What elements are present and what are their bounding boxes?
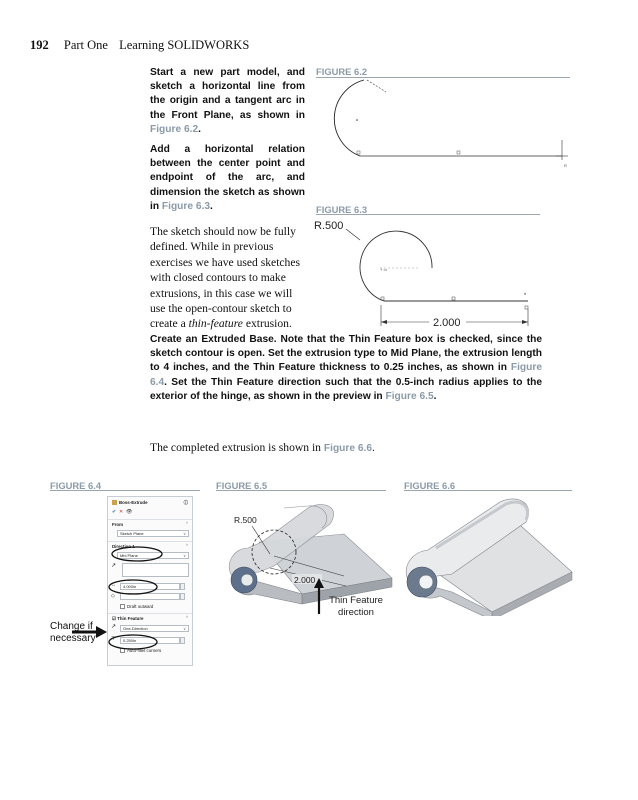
radius-dimension: R.500 bbox=[234, 515, 257, 525]
figure-6-3-sketch bbox=[310, 215, 540, 330]
preview-icon[interactable]: 👁 bbox=[125, 509, 133, 515]
direction-header[interactable]: Direction 1 bbox=[112, 544, 135, 549]
separator bbox=[108, 541, 192, 542]
length-dimension: 2.000 bbox=[294, 575, 316, 585]
figure-6-6-label: FIGURE 6.6 bbox=[404, 480, 456, 491]
book-title: Learning SOLIDWORKS bbox=[119, 38, 250, 52]
extrude-icon bbox=[112, 500, 117, 505]
figure-ref[interactable]: Figure 6.6 bbox=[323, 443, 373, 454]
pm-actions bbox=[112, 509, 188, 515]
direction-arrow-icon[interactable]: ↗ bbox=[111, 563, 117, 569]
collapse-icon[interactable]: ^ bbox=[185, 615, 188, 620]
instruction-paragraph-1: Start a new part model, and sketch a horizontal line from the origin and a tangent arc in the Front Plane, as shown in Figure 6.2. bbox=[150, 67, 305, 135]
thickness-highlight bbox=[109, 635, 157, 649]
figure-6-2-sketch bbox=[310, 78, 574, 178]
figure-6-6-completed-part bbox=[400, 496, 575, 616]
pm-title-row bbox=[112, 500, 188, 505]
collapse-icon[interactable]: ^ bbox=[185, 543, 188, 548]
collapse-icon[interactable]: ^ bbox=[185, 521, 188, 526]
depth-highlight bbox=[109, 580, 157, 594]
figure-6-6-rule bbox=[404, 490, 572, 491]
figure-6-4-rule bbox=[50, 490, 200, 491]
length-dimension: 2.000 bbox=[433, 317, 461, 329]
depth-icon: ↔ bbox=[111, 582, 116, 588]
instruction-paragraph-4: Create an Extruded Base. Note that the Thin Feature box is checked, since the sketch contour is open. Set the extrusion type to Mid Plane, the extrusion length to 4 inches, and the Thin Feature thickness to 0.25 inches, as shown in Figure 6.4. Set the Thin Feature direction such that the 0.5-inch radius applies to the exterior of the hinge, as shown in the preview in Figure 6.5. bbox=[150, 334, 542, 402]
radius-dimension: R.500 bbox=[314, 220, 344, 232]
depth-input[interactable]: 4.000in bbox=[120, 583, 180, 590]
part-label: Part One bbox=[63, 38, 108, 52]
body-paragraph-5: The completed extrusion is shown in Figure 6.6. bbox=[150, 441, 375, 454]
help-icon[interactable]: ⓘ bbox=[183, 500, 188, 505]
separator bbox=[108, 519, 192, 520]
body-paragraph-3: The sketch should now be fully defined. While in previous exercises we have used sketches with closed contours to make extrusions, in this case we will use the open-contour sketch to create a thin-feature extrusion. bbox=[150, 225, 301, 331]
ok-icon[interactable]: ✔ bbox=[112, 509, 117, 515]
figure-6-4-label: FIGURE 6.4 bbox=[50, 480, 102, 491]
draft-icon: ◇ bbox=[111, 593, 115, 599]
pm-title: Boss-Extrude bbox=[119, 500, 148, 505]
auto-fillet-label: Auto-fillet corners bbox=[127, 648, 162, 653]
draft-outward-label: Draft outward bbox=[127, 604, 154, 609]
reverse-direction-icon[interactable]: ↗ bbox=[111, 624, 117, 630]
arc bbox=[334, 80, 364, 156]
page-number: 192 bbox=[30, 38, 49, 52]
change-if-necessary-callout: Change if necessary bbox=[50, 621, 96, 644]
cancel-icon[interactable]: ✕ bbox=[118, 509, 124, 515]
arc bbox=[360, 231, 432, 301]
figure-ref[interactable]: Figure 6.5 bbox=[385, 390, 434, 402]
svg-text:♦: ♦ bbox=[524, 291, 527, 296]
thin-type-select[interactable]: One-Direction ∨ bbox=[120, 625, 189, 632]
figure-6-5-label: FIGURE 6.5 bbox=[216, 480, 268, 491]
figure-6-5-rule bbox=[216, 490, 386, 491]
svg-text:R: R bbox=[564, 163, 567, 168]
figure-6-2-label: FIGURE 6.2 bbox=[316, 66, 368, 77]
from-select[interactable]: Sketch Plane ∨ bbox=[117, 530, 189, 537]
thin-feature-direction-callout: Thin Feature direction bbox=[329, 595, 383, 618]
instruction-paragraph-2: Add a horizontal relation between the center point and endpoint of the arc, and dimension the sketch as shown in Figure 6.3. bbox=[150, 144, 305, 212]
from-header[interactable]: From bbox=[112, 522, 123, 527]
thin-feature-header[interactable]: ☑ Thin Feature bbox=[112, 616, 144, 621]
svg-text:+ ▭: + ▭ bbox=[380, 267, 388, 272]
end-condition-select[interactable]: Mid Plane ∨ bbox=[117, 552, 189, 559]
page-header bbox=[30, 38, 249, 53]
mid-plane-highlight bbox=[112, 547, 162, 561]
figure-ref[interactable]: Figure 6.2 bbox=[150, 123, 199, 135]
figure-ref[interactable]: Figure 6.3 bbox=[161, 200, 211, 212]
thickness-icon: ⊤ bbox=[111, 636, 116, 642]
figure-ref[interactable]: Figure 6.4 bbox=[150, 362, 542, 388]
figure-6-3-label: FIGURE 6.3 bbox=[316, 204, 368, 215]
thin-thickness-input[interactable]: 0.250in bbox=[120, 637, 180, 644]
